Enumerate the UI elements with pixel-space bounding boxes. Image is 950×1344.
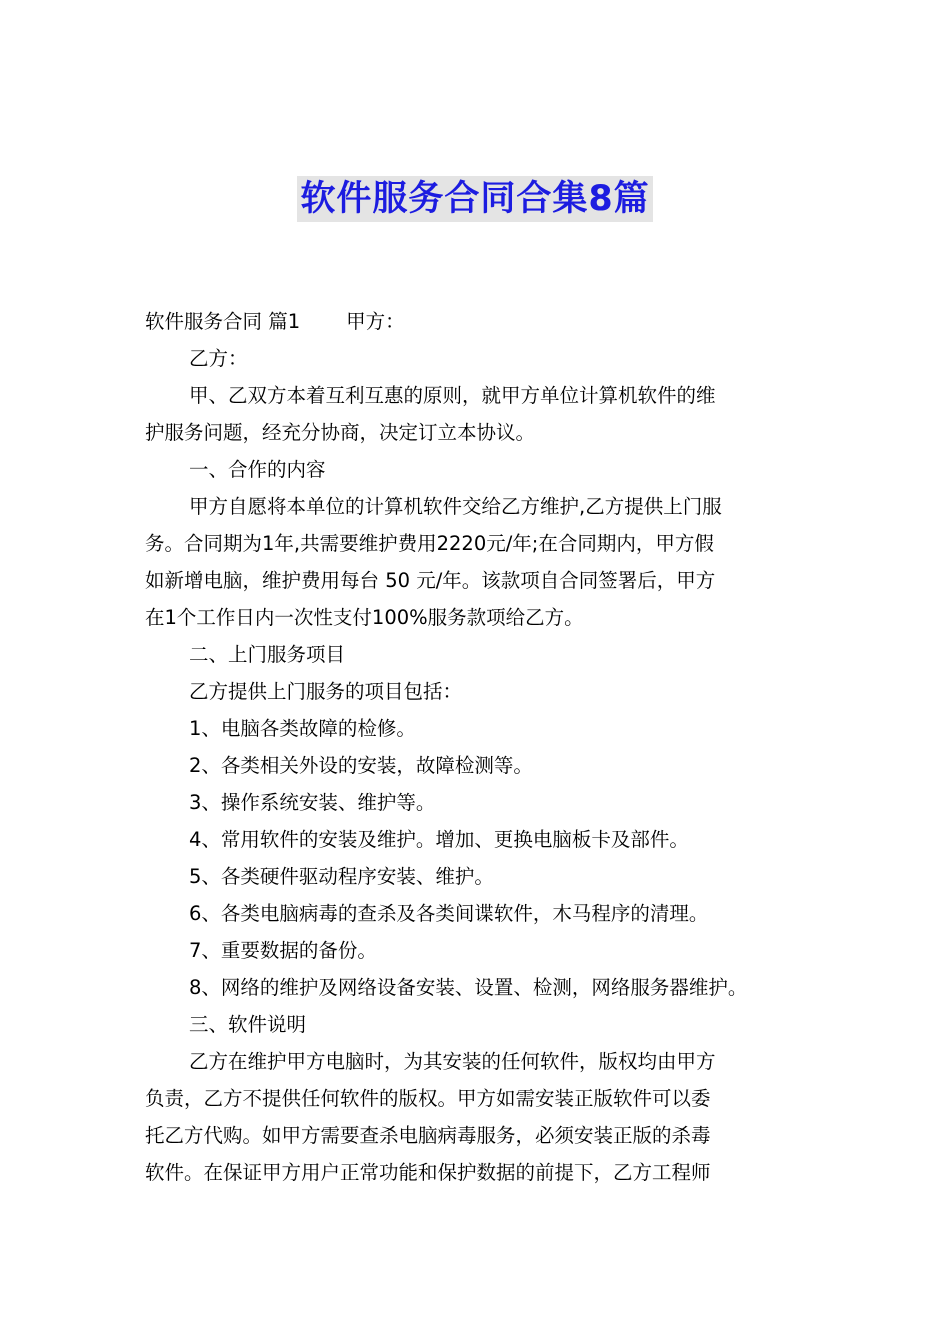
text-line: 甲方自愿将本单位的计算机软件交给乙方维护,乙方提供上门服 <box>189 495 722 518</box>
text-line: 1、电脑各类故障的检修。 <box>189 717 416 740</box>
text-line: 三、软件说明 <box>189 1013 307 1036</box>
text-line: 4、常用软件的安装及维护。增加、更换电脑板卡及部件。 <box>189 828 689 851</box>
party-a-label: 甲方： <box>346 310 405 333</box>
paragraph-lines <box>145 340 825 1191</box>
text-line: 8、网络的维护及网络设备安装、设置、检测，网络服务器维护。 <box>189 976 748 999</box>
text-line: 在1个工作日内一次性支付100%服务款项给乙方。 <box>145 606 584 629</box>
text-line: 6、各类电脑病毒的查杀及各类间谍软件，木马程序的清理。 <box>189 902 709 925</box>
text-line: 5、各类硬件驱动程序安装、维护。 <box>189 865 494 888</box>
text-line: 负责，乙方不提供任何软件的版权。甲方如需安装正版软件可以委 <box>145 1087 711 1110</box>
text-line: 甲、乙双方本着互利互惠的原则，就甲方单位计算机软件的维 <box>189 384 716 407</box>
text-line: 乙方在维护甲方电脑时，为其安装的任何软件，版权均由甲方 <box>189 1050 716 1073</box>
text-line: 如新增电脑，维护费用每台 50 元/年。该款项自合同签署后，甲方 <box>145 569 716 592</box>
document-body <box>145 303 825 1191</box>
text-line: 二、上门服务项目 <box>189 643 346 666</box>
title-container <box>0 176 950 222</box>
text-line: 乙方提供上门服务的项目包括： <box>189 680 463 703</box>
text-line: 软件。在保证甲方用户正常功能和保护数据的前提下，乙方工程师 <box>145 1161 711 1184</box>
text-line: 一、合作的内容 <box>189 458 326 481</box>
text-line: 托乙方代购。如甲方需要查杀电脑病毒服务，必须安装正版的杀毒 <box>145 1124 711 1147</box>
text-line: 乙方： <box>189 347 248 370</box>
text-line: 7、重要数据的备份。 <box>189 939 377 962</box>
contract-label: 软件服务合同 篇1 <box>145 310 301 333</box>
text-line: 3、操作系统安装、维护等。 <box>189 791 436 814</box>
document-title: 软件服务合同合集8篇 <box>297 176 652 222</box>
contract-heading-line <box>145 303 825 340</box>
text-line: 2、各类相关外设的安装，故障检测等。 <box>189 754 533 777</box>
text-line: 务。合同期为1年,共需要维护费用2220元/年;在合同期内，甲方假 <box>145 532 714 555</box>
text-line: 护服务问题，经充分协商，决定订立本协议。 <box>145 421 536 444</box>
